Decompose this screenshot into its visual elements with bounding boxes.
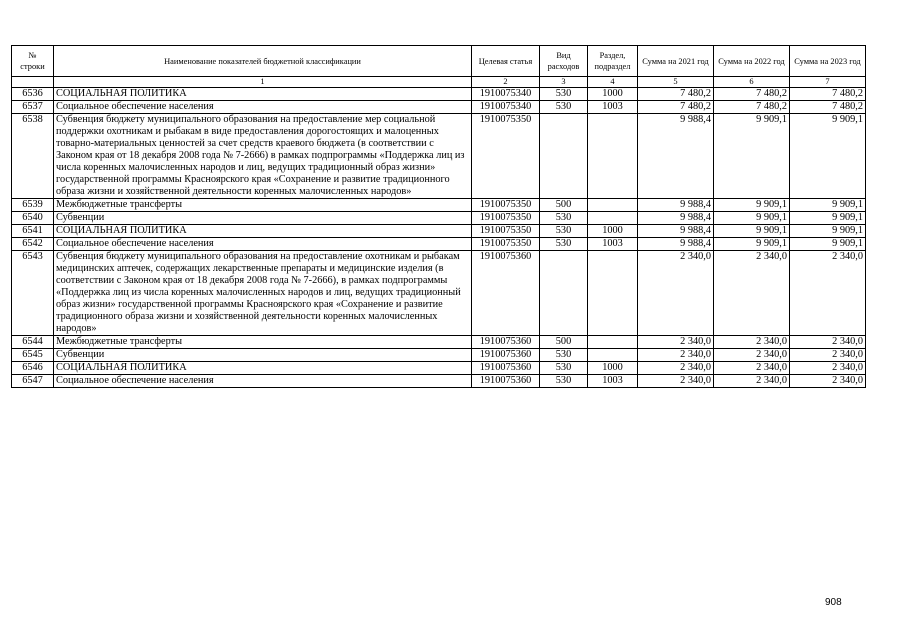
table-row [12, 88, 866, 101]
cell-sum-2022: 9 909,1 [714, 238, 790, 251]
table-row [12, 375, 866, 388]
cell-sum-2023: 2 340,0 [790, 375, 866, 388]
cell-section [588, 114, 638, 199]
cell-name: СОЦИАЛЬНАЯ ПОЛИТИКА [54, 225, 472, 238]
cell-name: Межбюджетные трансферты [54, 336, 472, 349]
cell-section: 1000 [588, 88, 638, 101]
cell-name: Субвенция бюджету муниципального образования на предоставление охотникам и рыбакам медицинских аптечек, содержащих лекарственные препараты и медицинские изделия (в соответствии с Законом края от 18 декабря 2008 года № 7-2666), в рамках подпрограммы «Поддержка лиц из числа коренных малочисленных народов и лиц, ведущих традиционный образ жизни» государственной программы Красноярского края «Сохранение и развитие традиционного образа жизни и хозяйственной деятельности коренных малочисленных народов» [54, 251, 472, 336]
cell-row-no: 6544 [12, 336, 54, 349]
column-index: 3 [540, 77, 588, 88]
header-target: Целевая статья [472, 46, 540, 77]
header-sum-2023: Сумма на 2023 год [790, 46, 866, 77]
header-sum-2021: Сумма на 2021 год [638, 46, 714, 77]
cell-target: 1910075360 [472, 375, 540, 388]
cell-row-no: 6546 [12, 362, 54, 375]
cell-sum-2022: 2 340,0 [714, 349, 790, 362]
cell-kind: 530 [540, 101, 588, 114]
cell-sum-2022: 9 909,1 [714, 212, 790, 225]
budget-table [11, 45, 866, 388]
cell-sum-2021: 9 988,4 [638, 212, 714, 225]
cell-sum-2021: 7 480,2 [638, 101, 714, 114]
cell-sum-2021: 2 340,0 [638, 336, 714, 349]
cell-sum-2021: 2 340,0 [638, 362, 714, 375]
cell-sum-2023: 9 909,1 [790, 114, 866, 199]
cell-row-no: 6537 [12, 101, 54, 114]
table-row [12, 212, 866, 225]
cell-target: 1910075350 [472, 238, 540, 251]
cell-name: Социальное обеспечение населения [54, 375, 472, 388]
cell-section: 1003 [588, 101, 638, 114]
cell-sum-2023: 7 480,2 [790, 101, 866, 114]
column-index: 2 [472, 77, 540, 88]
cell-target: 1910075340 [472, 88, 540, 101]
table-row [12, 251, 866, 336]
column-index: 1 [54, 77, 472, 88]
cell-sum-2022: 9 909,1 [714, 114, 790, 199]
cell-row-no: 6538 [12, 114, 54, 199]
cell-sum-2023: 2 340,0 [790, 251, 866, 336]
cell-sum-2023: 9 909,1 [790, 212, 866, 225]
cell-sum-2023: 9 909,1 [790, 238, 866, 251]
cell-sum-2021: 9 988,4 [638, 225, 714, 238]
cell-kind: 530 [540, 349, 588, 362]
cell-kind: 500 [540, 336, 588, 349]
cell-sum-2022: 2 340,0 [714, 251, 790, 336]
cell-row-no: 6543 [12, 251, 54, 336]
table-row [12, 362, 866, 375]
cell-row-no: 6547 [12, 375, 54, 388]
cell-sum-2023: 7 480,2 [790, 88, 866, 101]
table-row [12, 114, 866, 199]
cell-name: СОЦИАЛЬНАЯ ПОЛИТИКА [54, 362, 472, 375]
table-row [12, 336, 866, 349]
cell-row-no: 6541 [12, 225, 54, 238]
cell-section [588, 349, 638, 362]
cell-sum-2023: 2 340,0 [790, 362, 866, 375]
cell-kind [540, 114, 588, 199]
cell-sum-2022: 9 909,1 [714, 225, 790, 238]
cell-section: 1003 [588, 238, 638, 251]
cell-section: 1000 [588, 362, 638, 375]
cell-kind: 530 [540, 212, 588, 225]
cell-sum-2023: 2 340,0 [790, 336, 866, 349]
table-body [12, 88, 866, 388]
cell-name: Субвенции [54, 212, 472, 225]
cell-sum-2021: 2 340,0 [638, 375, 714, 388]
cell-row-no: 6542 [12, 238, 54, 251]
cell-kind: 530 [540, 225, 588, 238]
cell-section: 1003 [588, 375, 638, 388]
cell-kind [540, 251, 588, 336]
cell-row-no: 6545 [12, 349, 54, 362]
table-row [12, 349, 866, 362]
cell-name: Межбюджетные трансферты [54, 199, 472, 212]
header-sum-2022: Сумма на 2022 год [714, 46, 790, 77]
table-header-row [12, 46, 866, 77]
cell-section [588, 251, 638, 336]
column-index: 5 [638, 77, 714, 88]
cell-sum-2021: 7 480,2 [638, 88, 714, 101]
cell-target: 1910075360 [472, 349, 540, 362]
cell-target: 1910075350 [472, 114, 540, 199]
cell-sum-2022: 9 909,1 [714, 199, 790, 212]
cell-sum-2023: 9 909,1 [790, 199, 866, 212]
cell-sum-2022: 7 480,2 [714, 88, 790, 101]
cell-target: 1910075340 [472, 101, 540, 114]
cell-kind: 530 [540, 362, 588, 375]
table-row [12, 238, 866, 251]
table-row [12, 225, 866, 238]
cell-sum-2021: 2 340,0 [638, 251, 714, 336]
cell-name: Субвенции [54, 349, 472, 362]
cell-row-no: 6536 [12, 88, 54, 101]
table-row [12, 101, 866, 114]
header-kind: Вид расходов [540, 46, 588, 77]
cell-target: 1910075360 [472, 362, 540, 375]
column-index: 4 [588, 77, 638, 88]
cell-row-no: 6540 [12, 212, 54, 225]
page-number: 908 [825, 597, 842, 608]
cell-name: СОЦИАЛЬНАЯ ПОЛИТИКА [54, 88, 472, 101]
cell-section [588, 336, 638, 349]
cell-name: Субвенция бюджету муниципального образования на предоставление мер социальной поддержки охотникам и рыбакам в виде предоставления дорогостоящих и малоценных товарно-материальных ценностей за счет средств краевого бюджета (в соответствии с Законом края от 18 декабря 2008 года № 7-2666) в рамках подпрограммы «Поддержка лиц из числа коренных малочисленных народов и лиц, ведущих традиционный образ жизни» государственной программы Красноярского края «Сохранение и развитие традиционного образа жизни и хозяйственной деятельности коренных малочисленных народов» [54, 114, 472, 199]
cell-kind: 530 [540, 88, 588, 101]
cell-sum-2023: 2 340,0 [790, 349, 866, 362]
cell-row-no: 6539 [12, 199, 54, 212]
cell-name: Социальное обеспечение населения [54, 101, 472, 114]
header-row-no: № строки [12, 46, 54, 77]
cell-section [588, 199, 638, 212]
header-section: Раздел, подраздел [588, 46, 638, 77]
table-row [12, 199, 866, 212]
cell-section [588, 212, 638, 225]
cell-kind: 500 [540, 199, 588, 212]
cell-sum-2023: 9 909,1 [790, 225, 866, 238]
column-index-row [12, 77, 866, 88]
cell-section: 1000 [588, 225, 638, 238]
cell-target: 1910075350 [472, 212, 540, 225]
column-index-blank [12, 77, 54, 88]
cell-sum-2022: 7 480,2 [714, 101, 790, 114]
cell-sum-2022: 2 340,0 [714, 336, 790, 349]
cell-target: 1910075350 [472, 199, 540, 212]
cell-sum-2021: 9 988,4 [638, 199, 714, 212]
cell-target: 1910075350 [472, 225, 540, 238]
cell-sum-2022: 2 340,0 [714, 362, 790, 375]
cell-sum-2021: 2 340,0 [638, 349, 714, 362]
cell-name: Социальное обеспечение населения [54, 238, 472, 251]
cell-kind: 530 [540, 238, 588, 251]
header-name: Наименование показателей бюджетной классификации [54, 46, 472, 77]
cell-sum-2021: 9 988,4 [638, 238, 714, 251]
column-index: 6 [714, 77, 790, 88]
cell-sum-2022: 2 340,0 [714, 375, 790, 388]
cell-kind: 530 [540, 375, 588, 388]
cell-target: 1910075360 [472, 336, 540, 349]
cell-target: 1910075360 [472, 251, 540, 336]
column-index: 7 [790, 77, 866, 88]
cell-sum-2021: 9 988,4 [638, 114, 714, 199]
